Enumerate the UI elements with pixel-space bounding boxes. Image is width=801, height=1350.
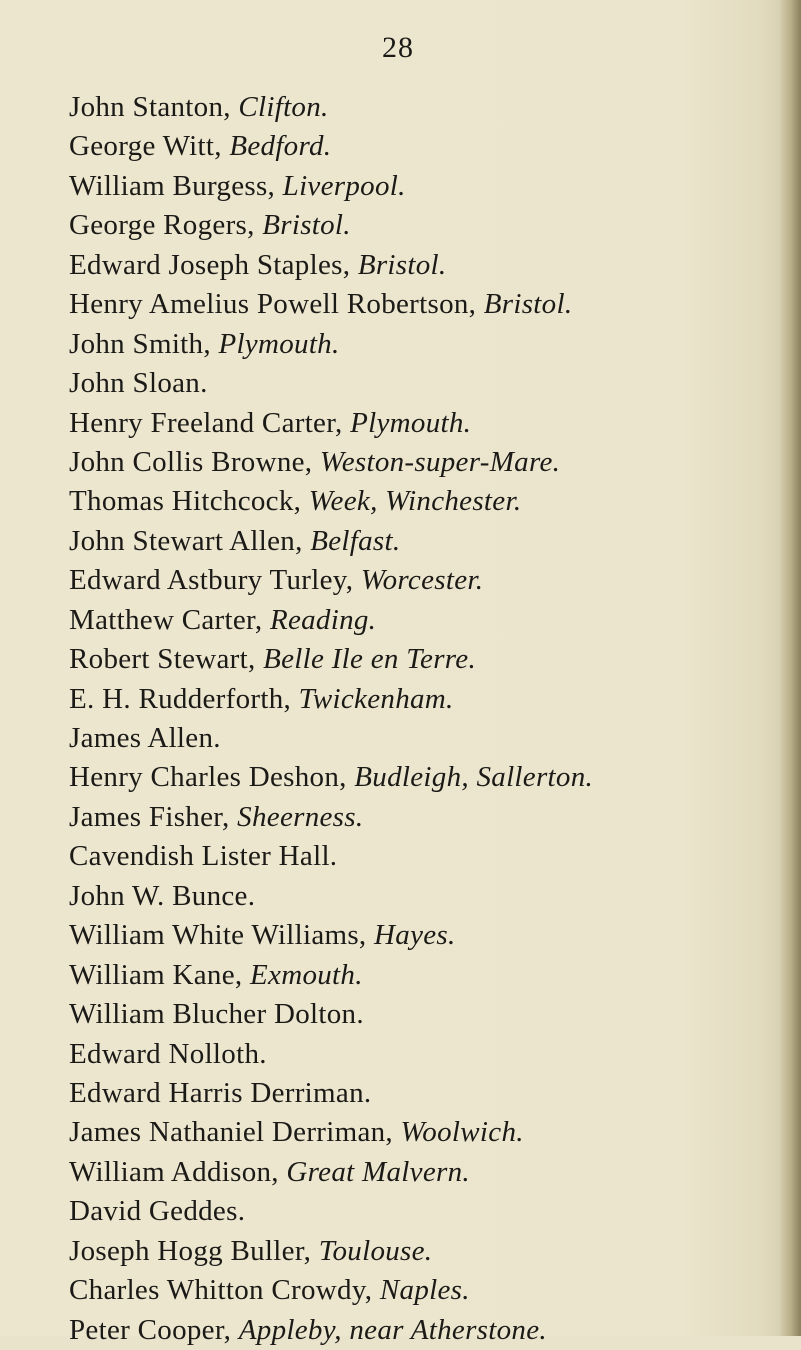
entry-name: Henry Amelius Powell Robertson, — [69, 288, 484, 321]
entry-name: Charles Whitton Crowdy, — [69, 1274, 380, 1307]
entry-place: Hayes. — [374, 919, 456, 952]
entry-place: Clifton. — [238, 91, 329, 123]
list-item — [69, 1035, 593, 1074]
entry-place: Bristol. — [483, 288, 573, 321]
entry-name: E. H. Rudderforth, — [69, 682, 299, 715]
list-item — [69, 364, 593, 403]
entry-name: Edward Astbury Turley, — [69, 564, 361, 597]
entry-name: Robert Stewart, — [69, 643, 264, 676]
list-item — [69, 1192, 593, 1231]
list-item — [69, 127, 593, 166]
list-item — [69, 1113, 593, 1152]
list-item — [69, 88, 593, 127]
entry-place: Worcester. — [360, 564, 484, 597]
entry-name: David Geddes. — [69, 1195, 246, 1228]
entry-name: Edward Nolloth. — [69, 1037, 267, 1070]
entry-place: Toulouse. — [318, 1234, 433, 1267]
list-item — [69, 956, 593, 995]
list-item — [69, 325, 593, 364]
entry-name: James Nathaniel Derriman, — [69, 1116, 401, 1149]
entry-name: George Witt, — [69, 130, 230, 163]
entry-place: Woolwich. — [400, 1116, 524, 1149]
list-item — [69, 1232, 593, 1271]
entry-place: Plymouth. — [218, 327, 340, 360]
entry-name: John Sloan. — [69, 367, 208, 400]
entry-name: John Smith, — [69, 327, 219, 360]
entry-place: Weston-super-Mare. — [319, 445, 561, 478]
entry-name: George Rogers, — [69, 209, 263, 242]
entry-place: Liverpool. — [282, 169, 406, 202]
entry-name: Joseph Hogg Buller, — [69, 1234, 319, 1267]
list-item — [69, 719, 593, 758]
entry-name: Edward Harris Derriman. — [69, 1076, 372, 1109]
entry-name: Edward Joseph Staples, — [69, 248, 358, 281]
entry-place: Budleigh, Sallerton. — [354, 761, 594, 794]
entry-place: Plymouth. — [350, 406, 472, 439]
list-item — [69, 522, 593, 561]
entry-name: William White Williams, — [69, 919, 375, 952]
list-item — [69, 1153, 593, 1192]
entry-name: William Burgess, — [69, 169, 283, 202]
list-item — [69, 758, 593, 797]
entry-place: Reading. — [269, 603, 377, 636]
entry-place: Appleby, near Atherstone. — [238, 1313, 547, 1346]
list-item — [69, 640, 593, 679]
entry-place: Naples. — [379, 1274, 470, 1307]
list-item — [69, 1074, 593, 1113]
list-item — [69, 285, 593, 324]
list-item — [69, 1311, 593, 1350]
entry-name: Peter Cooper, — [69, 1313, 239, 1346]
entry-place: Great Malvern. — [286, 1155, 470, 1188]
list-item — [69, 877, 593, 916]
page-edge-shadow — [779, 0, 801, 1336]
list-item — [69, 206, 593, 245]
entry-name: Henry Charles Deshon, — [69, 761, 355, 794]
list-item — [69, 246, 593, 285]
entry-place: Exmouth. — [250, 958, 363, 991]
list-item — [69, 482, 593, 521]
list-item — [69, 916, 593, 955]
list-item — [69, 443, 593, 482]
entry-place: Week, Winchester. — [308, 485, 522, 518]
entry-name: Cavendish Lister Hall. — [69, 840, 338, 873]
entry-place: Bristol. — [262, 209, 351, 242]
list-item — [69, 995, 593, 1034]
list-item — [69, 680, 593, 719]
entry-name: Henry Freeland Carter, — [69, 406, 351, 439]
page-number: 28 — [382, 31, 414, 64]
entry-name: Thomas Hitchcock, — [69, 485, 309, 518]
entry-place: Sheerness. — [237, 800, 364, 833]
entry-name: James Fisher, — [69, 800, 238, 833]
list-item — [69, 167, 593, 206]
entry-place: Belfast. — [310, 524, 401, 557]
entry-name: John Stanton, — [69, 91, 239, 123]
entry-name: John W. Bunce. — [69, 879, 256, 912]
entry-name: John Collis Browne, — [69, 445, 320, 478]
entry-name: James Allen. — [69, 722, 221, 754]
entry-name: William Blucher Dolton. — [69, 998, 364, 1031]
list-item — [69, 837, 593, 876]
list-item — [69, 798, 593, 837]
entry-place: Bedford. — [229, 130, 332, 163]
entry-place: Bristol. — [357, 248, 447, 281]
entry-place: Belle Ile en Terre. — [263, 643, 477, 676]
list-item — [69, 1271, 593, 1310]
list-item — [69, 601, 593, 640]
subscriber-list — [69, 88, 593, 1350]
entry-name: William Kane, — [69, 958, 251, 991]
list-item — [69, 404, 593, 443]
list-item — [69, 561, 593, 600]
entry-name: William Addison, — [69, 1155, 287, 1188]
entry-name: John Stewart Allen, — [69, 524, 311, 557]
entry-place: Twickenham. — [298, 682, 454, 715]
entry-name: Matthew Carter, — [69, 603, 270, 636]
